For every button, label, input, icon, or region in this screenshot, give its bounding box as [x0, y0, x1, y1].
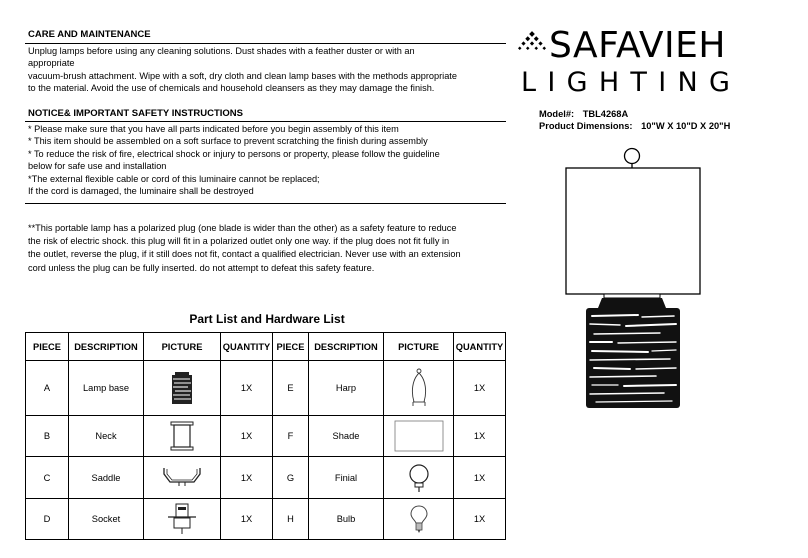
dims-value: 10"W X 10"D X 20"H — [641, 121, 731, 131]
description-cell: Harp — [309, 361, 384, 416]
quantity-cell: 1X — [221, 361, 273, 416]
table-row — [26, 457, 506, 499]
care-title: CARE AND MAINTENANCE — [28, 29, 151, 40]
shade-icon — [394, 420, 444, 452]
plug-line: cord unless the plug can be fully inserted. do not attempt to defeat this safety feature. — [28, 262, 375, 273]
picture-cell — [384, 361, 454, 416]
piece-cell: G — [273, 457, 309, 499]
table-row — [26, 499, 506, 540]
safety-line: *The external flexible cable or cord of this luminaire cannot be replaced; — [28, 173, 320, 184]
piece-cell: A — [26, 361, 69, 416]
care-rule — [25, 43, 506, 44]
description-cell: Saddle — [69, 457, 144, 499]
header-picture: PICTURE — [384, 333, 454, 361]
safety-line: * Please make sure that you have all parts indicated before you begin assembly of this item — [28, 124, 399, 134]
care-line: appropriate — [28, 58, 75, 69]
diamond-logo-icon — [517, 31, 547, 61]
safety-line: below for safe use and installation — [28, 161, 167, 172]
quantity-cell: 1X — [221, 416, 273, 457]
piece-cell: F — [273, 416, 309, 457]
lamp-base-icon — [170, 371, 194, 405]
care-line: vacuum-brush attachment. Wipe with a soft, dry cloth and clean lamp bases with the methods appropriate — [28, 70, 457, 81]
picture-cell — [384, 457, 454, 499]
brand-name: SAFAVIEH — [549, 25, 726, 66]
header-piece: PIECE — [26, 333, 69, 361]
lamp-illustration — [560, 144, 720, 410]
safety-line: If the cord is damaged, the luminaire shall be destroyed — [28, 186, 254, 197]
safety-rule — [25, 121, 506, 122]
plug-line: the risk of electric shock. this plug will fit in a polarized outlet only one way. if the plug does not fit fully in — [28, 236, 450, 247]
picture-cell — [144, 361, 221, 416]
description-cell: Socket — [69, 499, 144, 540]
dims-label: Product Dimensions: — [539, 121, 633, 131]
quantity-cell: 1X — [454, 457, 506, 499]
header-piece: PIECE — [273, 333, 309, 361]
dims-info — [539, 121, 730, 131]
care-line: to the material. Avoid the use of chemicals and household cleansers as they may damage the finish. — [28, 83, 435, 94]
table-title: Part List and Hardware List — [189, 312, 345, 326]
safety-line: * To reduce the risk of fire, electrical shock or injury to persons or property, please follow the guideline — [28, 148, 440, 159]
brand-sub: LIGHTING — [521, 67, 742, 98]
description-cell: Bulb — [309, 499, 384, 540]
neck-icon — [170, 421, 194, 451]
plug-line: **This portable lamp has a polarized plug (one blade is wider than the other) as a safety feature to reduce — [28, 223, 457, 233]
plug-text — [28, 222, 461, 275]
safety-text — [28, 123, 440, 197]
header-description: DESCRIPTION — [69, 333, 144, 361]
header-description: DESCRIPTION — [309, 333, 384, 361]
picture-cell — [384, 499, 454, 540]
harp-icon — [408, 368, 430, 408]
safety-line: * This item should be assembled on a soft surface to prevent scratching the finish during assembly — [28, 136, 428, 147]
description-cell: Shade — [309, 416, 384, 457]
parts-table — [25, 332, 506, 540]
finial-icon — [407, 463, 431, 493]
piece-cell: D — [26, 499, 69, 540]
piece-cell: B — [26, 416, 69, 457]
socket-icon — [165, 503, 199, 535]
care-line: Unplug lamps before using any cleaning solutions. Dust shades with a feather duster or with an — [28, 46, 415, 56]
picture-cell — [384, 416, 454, 457]
model-info — [539, 109, 628, 119]
bulb-icon — [409, 504, 429, 534]
care-text — [28, 45, 457, 95]
quantity-cell: 1X — [221, 457, 273, 499]
quantity-cell: 1X — [454, 416, 506, 457]
picture-cell — [144, 416, 221, 457]
saddle-icon — [162, 466, 202, 490]
safety-bottom-rule — [25, 203, 506, 204]
model-value: TBL4268A — [582, 109, 629, 119]
picture-cell — [144, 457, 221, 499]
piece-cell: E — [273, 361, 309, 416]
quantity-cell: 1X — [454, 499, 506, 540]
quantity-cell: 1X — [454, 361, 506, 416]
description-cell: Lamp base — [69, 361, 144, 416]
model-label: Model#: — [539, 109, 575, 119]
description-cell: Neck — [69, 416, 144, 457]
piece-cell: C — [26, 457, 69, 499]
piece-cell: H — [273, 499, 309, 540]
table-row — [26, 416, 506, 457]
table-row — [26, 361, 506, 416]
safety-title: NOTICE& IMPORTANT SAFETY INSTRUCTIONS — [28, 108, 243, 119]
header-quantity: QUANTITY — [454, 333, 506, 361]
header-picture: PICTURE — [144, 333, 221, 361]
picture-cell — [144, 499, 221, 540]
quantity-cell: 1X — [221, 499, 273, 540]
header-quantity: QUANTITY — [221, 333, 273, 361]
table-header-row — [26, 333, 506, 361]
description-cell: Finial — [309, 457, 384, 499]
plug-line: the outlet, reverse the plug, if it still does not fit, contact a qualified electrician. Never use with an extension — [28, 249, 461, 260]
